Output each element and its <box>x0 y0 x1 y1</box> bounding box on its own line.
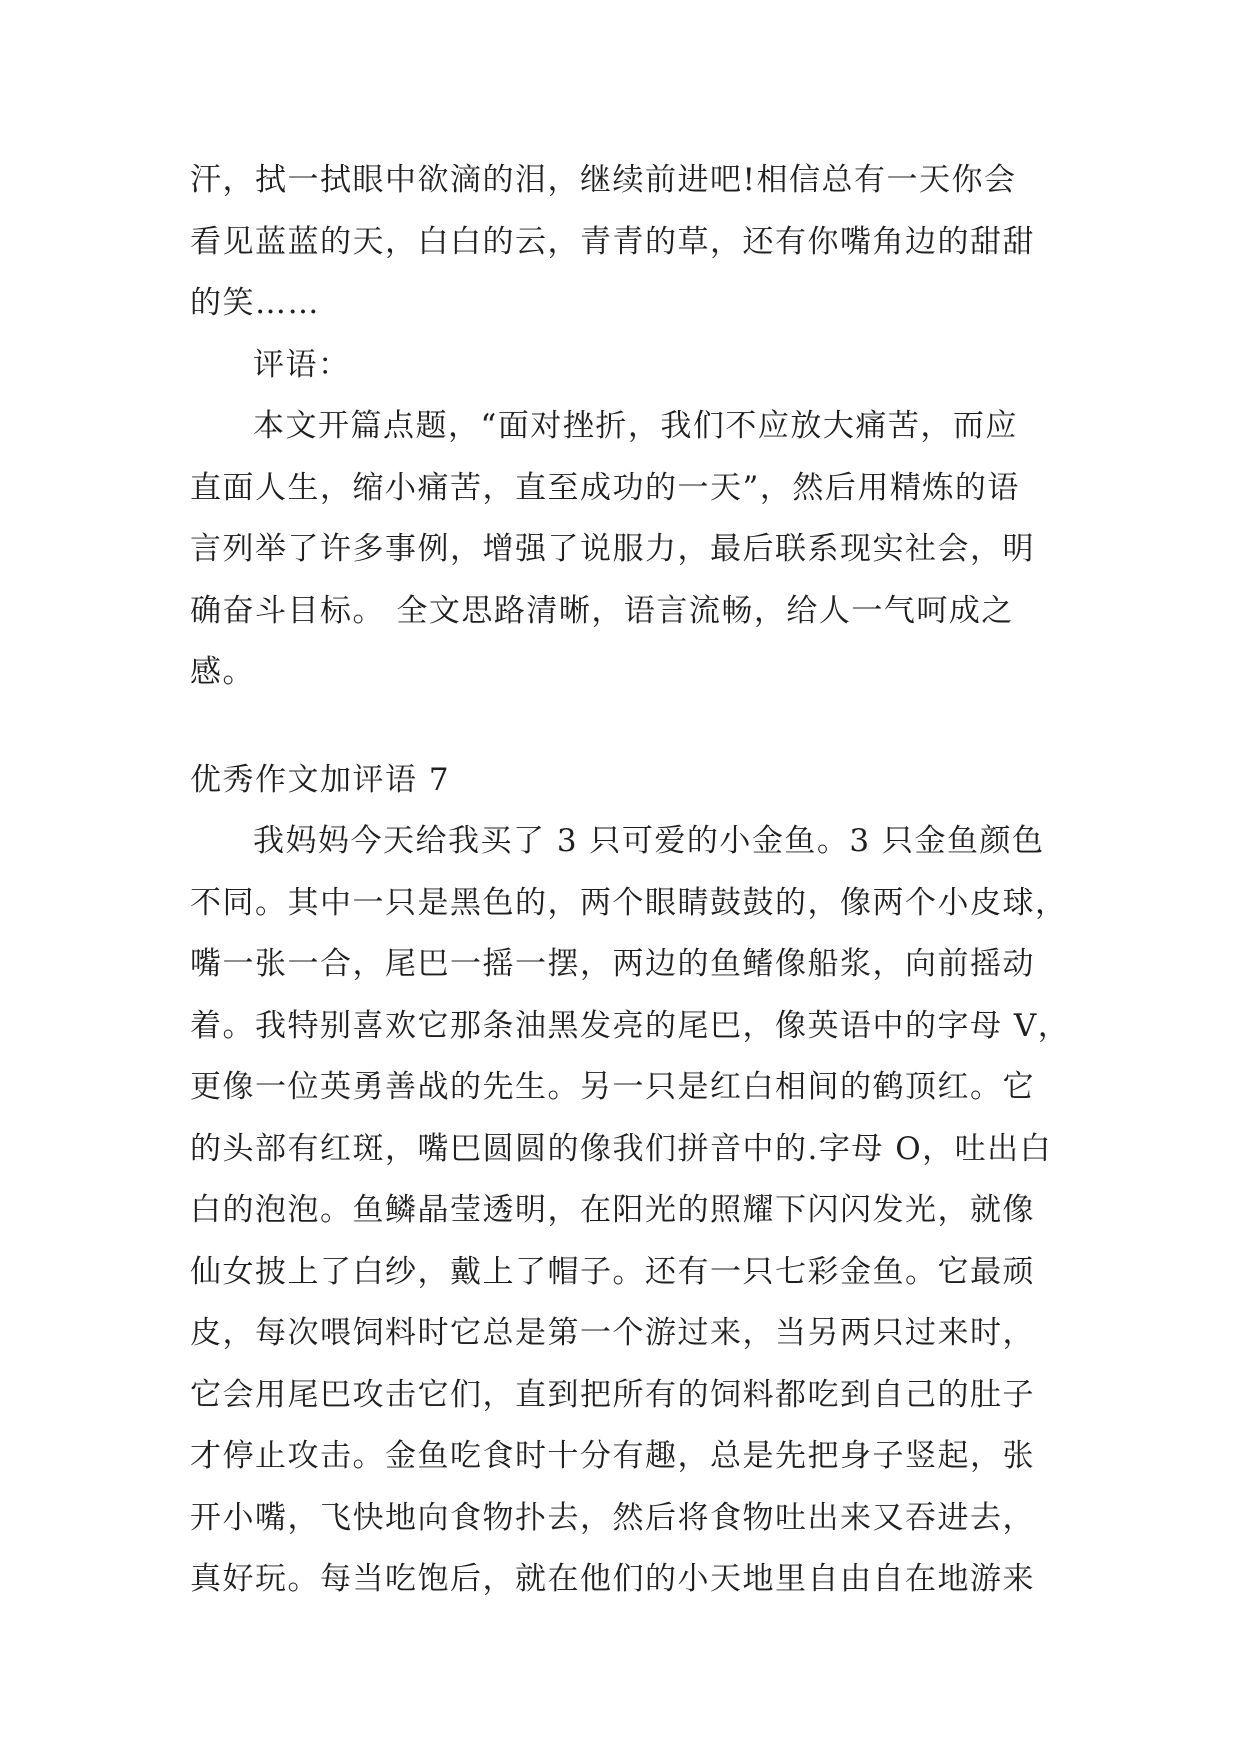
essay-line: 我妈妈今天给我买了 3 只可爱的小金鱼。3 只金鱼颜色 <box>253 823 1045 859</box>
comment-line: 直面人生，缩小痛苦，直至成功的一天”，然后用精炼的语 <box>190 469 1020 506</box>
essay-line: 着。我特别喜欢它那条油黑发亮的尾巴，像英语中的字母 V， <box>190 1007 1071 1044</box>
essay-line: 皮，每次喂饲料时它总是第一个游过来，当另两只过来时， <box>190 1315 1035 1351</box>
essay-line: 更像一位英勇善战的先生。另一只是红白相间的鹤顶红。它 <box>190 1069 1035 1105</box>
paragraph-line: 看见蓝蓝的天，白白的云，青青的草，还有你嘴角边的甜甜 <box>190 223 1035 260</box>
essay-line: 才停止攻击。金鱼吃食时十分有趣，总是先把身子竖起，张 <box>190 1438 1035 1474</box>
essay-line: 真好玩。每当吃饱后，就在他们的小天地里自由自在地游来 <box>190 1561 1035 1597</box>
section-spacer <box>190 704 1050 750</box>
paragraph-line: 的笑…… <box>190 285 320 321</box>
document-content <box>190 150 1071 1611</box>
essay-line: 仙女披上了白纱，戴上了帽子。还有一只七彩金鱼。它最顽 <box>190 1253 1035 1290</box>
essay-line: 开小嘴，飞快地向食物扑去，然后将食物吐出来又吞进去， <box>190 1499 1035 1536</box>
essay-line: 嘴一张一合，尾巴一摇一摆，两边的鱼鳍像船浆，向前摇动 <box>190 946 1035 982</box>
essay-line: 它会用尾巴攻击它们，直到把所有的饲料都吃到自己的肚子 <box>190 1376 1035 1413</box>
essay-line: 不同。其中一只是黑色的，两个眼睛鼓鼓的，像两个小皮球， <box>190 884 1068 921</box>
paragraph-line: 汗，拭一拭眼中欲滴的泪，继续前进吧!相信总有一天你会 <box>190 162 1017 198</box>
essay-title: 优秀作文加评语 7 <box>190 761 451 798</box>
essay-line: 的头部有红斑，嘴巴圆圆的像我们拼音中的.字母 O，吐出白 <box>190 1130 1053 1167</box>
essay-line: 白的泡泡。鱼鳞晶莹透明，在阳光的照耀下闪闪发光，就像 <box>190 1192 1035 1228</box>
comment-line: 确奋斗目标。 全文思路清晰，语言流畅，给人一气呵成之 <box>190 592 1014 629</box>
comment-line: 感。 <box>190 654 255 690</box>
comment-line: 言列举了许多事例，增强了说服力，最后联系现实社会，明 <box>190 531 1035 567</box>
comment-label: 评语： <box>253 346 351 383</box>
comment-line: 本文开篇点题，“面对挫折，我们不应放大痛苦，而应 <box>253 408 1018 444</box>
